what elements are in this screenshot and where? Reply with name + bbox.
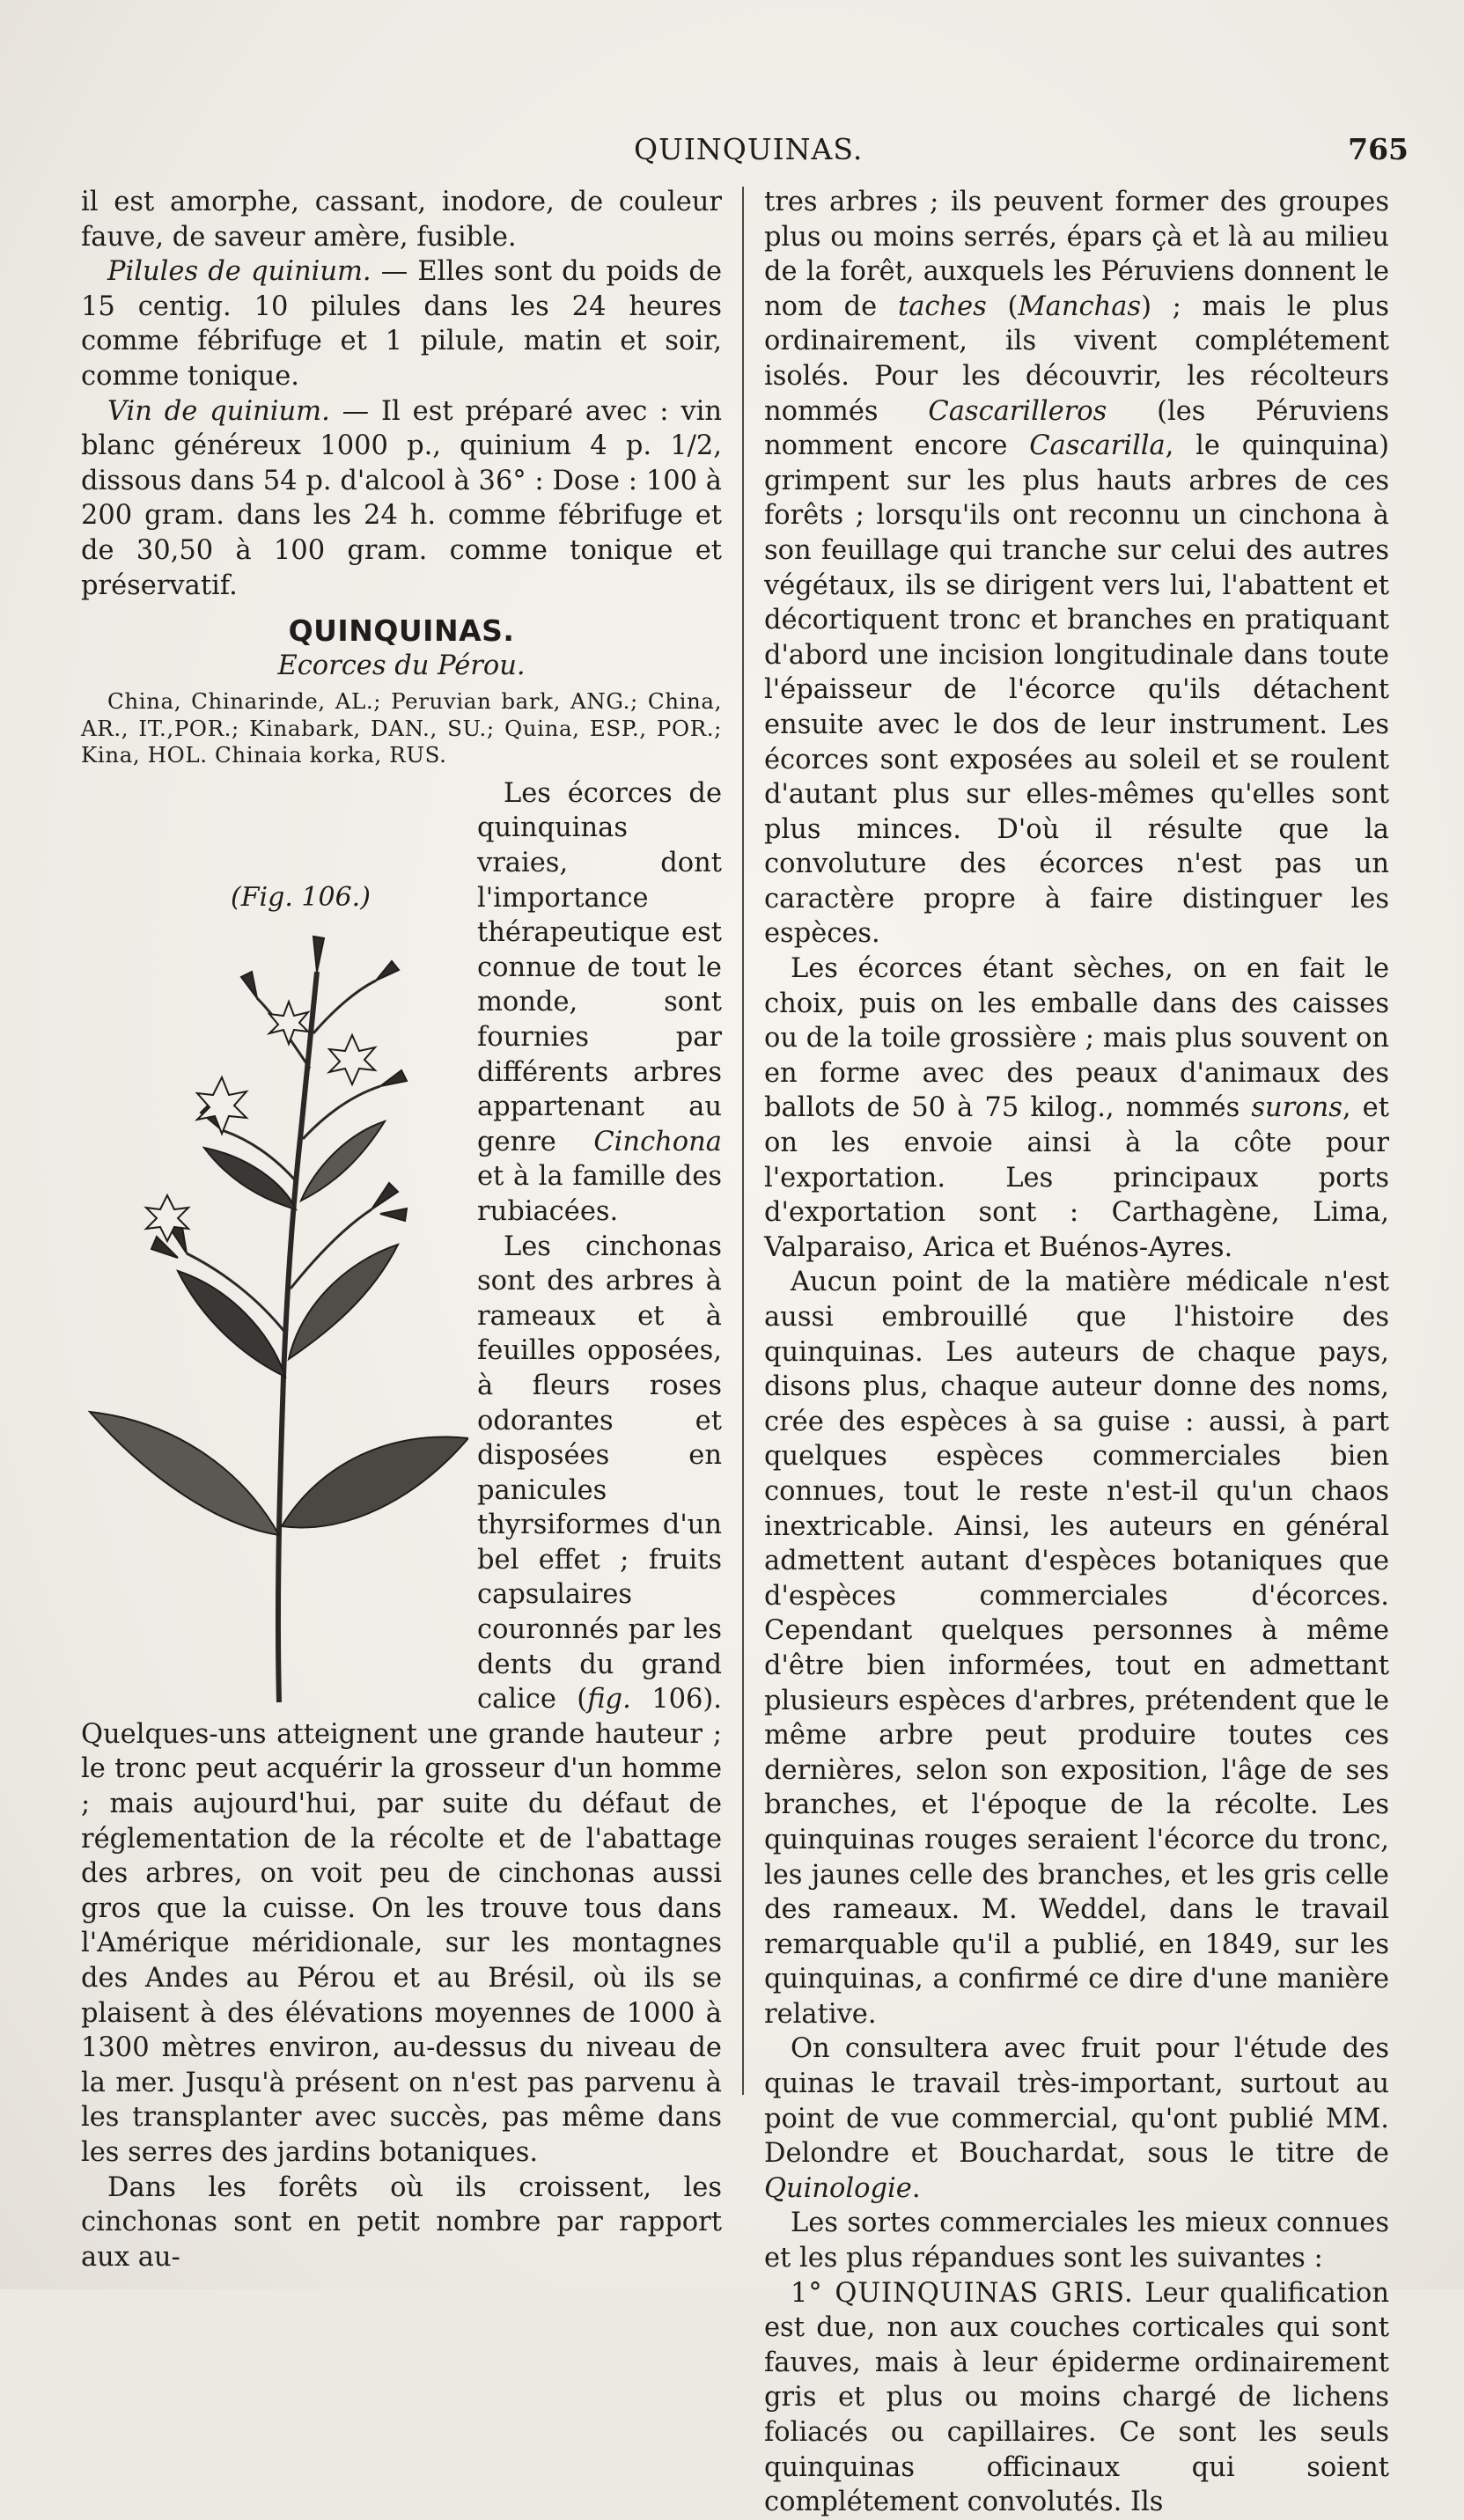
flower-bud [372, 1183, 398, 1209]
paragraph: Aucun point de la matière médicale n'est aussi embrouillé que l'histoire des quinquinas. Les auteurs de chaque pays, disons plus, chaque auteur donne des noms, crée des espèces à sa guise : aussi, à part quelques espèces commerciales bien connues, tout le reste n'est-il qu'un chaos inextricable. Ainsi, les auteurs en général admettent autant d'espèces botaniques que d'espèces commerciales d'écorces. Cependant quelques personnes à même d'être bien informées, tout en admettant plusieurs espèces d'arbres, prétendent que le même arbre peut produire toutes ces dernières, selon son exposition, l'âge de ses branches, et l'époque de la récolte. Les quinquinas rouges seraient l'écorce du tronc, les jaunes celle des branches, et les gris celle des rameaux. M. Weddel, dans le travail remarquable qu'il a publié, en 1849, sur les quinquinas, a confirmé ce dire d'une manière relative. [764, 1267, 1389, 2030]
paragraph: tres arbres ; ils peuvent former des groupes plus ou moins serrés, épars çà et là au milieu de la forêt, auxquels les Péruviens donnent le nom de taches (Manchas) ; mais le plus ordinairement, ils vivent complétement isolés. Pour les découvrir, les récolteurs nommés Cascarilleros (les Péruviens nomment encore Cascarilla, le quinquina) grimpent sur les plus hauts arbres de ces forêts ; lorsqu'ils ont reconnu un cinchona à son feuillage qui tranche sur celui des autres végétaux, ils se dirigent vers lui, l'abattent et décortiquent tronc et branches en pratiquant d'abord une incision longitudinale dans toute l'épaisseur de l'écorce qu'ils détachent ensuite avec le dos de leur instrument. Les écorces sont exposées au soleil et se roulent d'autant plus sur elles-mêmes qu'elles sont plus minces. D'où il résulte que la convoluture des écorces n'est pas un caractère propre à faire distinguer les espèces. [764, 187, 1389, 950]
paragraph: On consultera avec fruit pour l'étude des quinas le travail très-important, surtout au point de vue commercial, qu'ont publié MM. Delondre et Bouchardat, sous le titre de Quinologie. [764, 2033, 1389, 2204]
leaf [301, 1121, 385, 1201]
paragraph: Vin de quinium. — Il est préparé avec : vin blanc généreux 1000 p., quinium 4 p. 1/2, dissous dans 54 p. d'alcool à 36° : Dose : 100 à 200 gram. dans les 24 h. comme fébrifuge et de 30,50 à 100 gram. comme tonique et préservatif. [81, 395, 722, 601]
flower [197, 1077, 246, 1134]
paragraph: Les écorces étant sèches, on en fait le choix, puis on les emballe dans des caisses ou de la toile grossière ; mais plus souvent on en forme avec des peaux d'animaux des ballots de 50 à 75 kilog., nommés surons, et on les envoie ainsi à la côte pour l'exportation. Les principaux ports d'exportation sont : Carthagène, Lima, Valparaiso, Arica et Buénos-Ayres. [764, 953, 1389, 1263]
term: 1° QUINQUINAS GRIS. [791, 2277, 1134, 2309]
leaf [204, 1148, 296, 1209]
section-subtitle: Ecorces du Pérou. [277, 650, 526, 681]
leaf [282, 1436, 468, 1527]
flower-bud [151, 1237, 178, 1258]
vernacular-names: China, Chinarinde, AL.; Peruvian bark, ANG.; China, AR., IT.,POR.; Kinabark, DAN., SU.; Quina, ESP., POR.; Kina, HOL. Chinaia korka, RUS. [81, 688, 722, 768]
figure-106 [81, 880, 468, 1708]
leaf [178, 1271, 285, 1377]
right-column [764, 185, 1389, 2520]
left-column [81, 185, 722, 2274]
flower [269, 1002, 308, 1044]
paragraph: Pilules de quinium. — Elles sont du poids de 15 centig. 10 pilules dans les 24 heures comme fébrifuge et 1 pilule, matin et soir, comme tonique. [81, 256, 722, 392]
column-divider [742, 187, 744, 2095]
section-title: QUINQUINAS. [288, 613, 515, 649]
term: Vin de quinium. [107, 395, 330, 427]
leaf [289, 1245, 398, 1359]
branch [313, 981, 376, 1033]
paragraph: 1° QUINQUINAS GRIS. Leur qualification est due, non aux couches corticales qui sont fauves, mais à leur épiderme ordinairement gris et plus ou moins chargé de lichens foliacés ou capillaires. Ce sont les seuls quinquinas officinaux qui soient complétement convolutés. Ils [764, 2277, 1390, 2518]
term: Pilules de quinium. [107, 256, 372, 288]
running-header: QUINQUINAS. [634, 132, 864, 166]
branch [257, 998, 310, 1069]
paragraph: il est amorphe, cassant, inodore, de couleur fauve, de saveur amère, fusible. [81, 187, 722, 253]
leaf [90, 1412, 279, 1535]
paragraph: Les sortes commerciales les mieux connues et les plus répandues sont les suivantes : [764, 2208, 1389, 2274]
figure-caption: (Fig. 106.) [231, 881, 371, 913]
flower-bud [376, 961, 399, 981]
paragraph: Les cinchonas sont des arbres à rameaux et à feuilles opposées, à fleurs roses odorantes et disposées en panicules thyrsiformes d'un bel effet ; fruits capsulaires couronnés par les dents du grand calice (fig. 106). Quelques-uns atteignent une grande hauteur ; le tronc peut acquérir la grosseur d'un homme ; mais aujourd'hui, par suite du défaut de réglementation de la récolte et de l'abattage des arbres, on voit peu de cinchonas aussi gros que la cuisse. On les trouve tous dans l'Amérique méridionale, sur les montagnes des Andes au Pérou et au Brésil, où ils se plaisent à des élévations moyennes de 1000 à 1300 mètres environ, au-dessus du niveau de la mer. Jusqu'à présent on n'est pas parvenu à les transplanter avec succès, pas même dans les serres des jardins botaniques. [81, 1231, 722, 2168]
cinchona-plant-illustration [81, 919, 468, 1711]
flower [329, 1035, 375, 1084]
flower-bud [313, 937, 324, 972]
flower-bud [241, 972, 257, 998]
paragraph: Dans les forêts où ils croissent, les cinchonas sont en petit nombre par rapport aux au- [81, 2171, 722, 2273]
flower-bud [380, 1070, 407, 1086]
flower-bud [380, 1209, 407, 1221]
paragraph: (Fig. 106.) Les écorces de quinquinas vraies, dont l'importance thérapeutique est connue de tout le monde, sont fournies par différents arbres appartenant au genre Cinchona et à la famille des rubiacées. [81, 776, 722, 1230]
page-number: 765 [1348, 132, 1409, 166]
